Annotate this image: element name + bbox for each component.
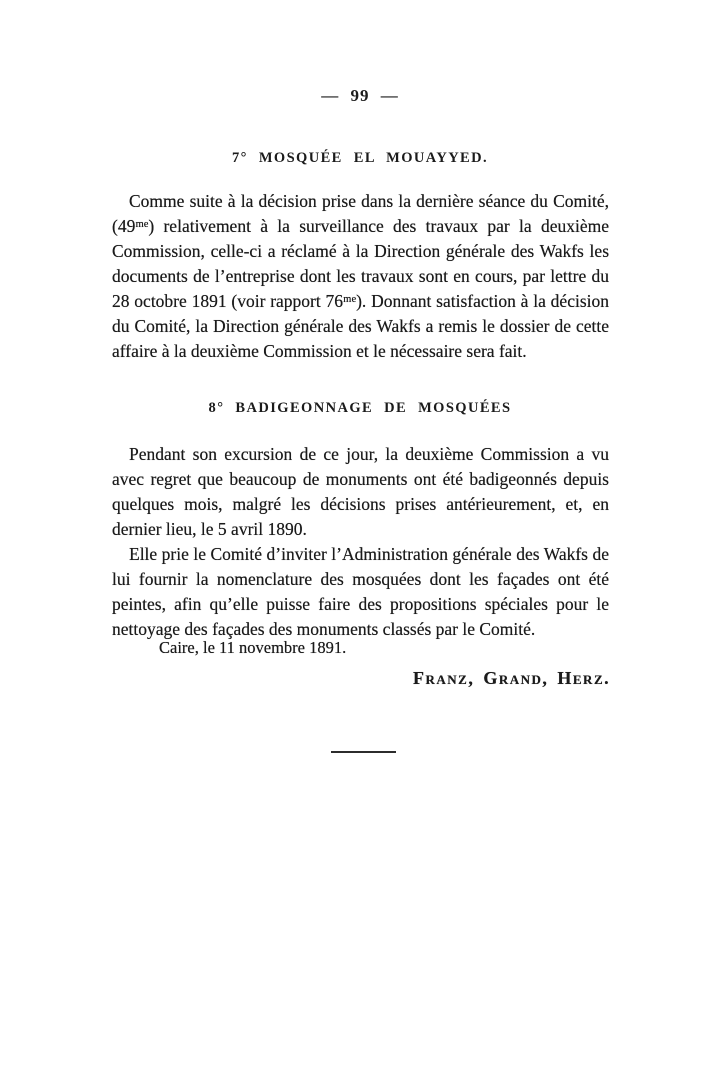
paragraph: Comme suite à la décision prise dans la dernière séance du Comité, (49ᵐᵉ) relativement à la surveillance des travaux par la deuxième Commission, celle-ci a réclamé à la Direction générale des Wakfs les documents de l’entreprise dont les travaux sont en cours, par lettre du 28 octobre 1891 (voir rapport 76ᵐᵉ). Donnant satisfaction à la décision du Comité, la Direction générale des Wakfs a remis le dossier de cette affaire à la deuxième Commission et le nécessaire sera fait. (112, 191, 609, 361)
section-8-body (112, 442, 609, 642)
section-8-heading: 8° BADIGEONNAGE DE MOSQUÉES (208, 400, 512, 416)
dateline: Caire, le 11 novembre 1891. (159, 638, 347, 657)
paragraph: Elle prie le Comité d’inviter l’Administration générale des Wakfs de lui fournir la nomenclature des mosquées dont les façades ont été peintes, afin qu’elle puisse faire des propositions spéciales pour le nettoyage des façades des monuments classés par le Comité. (112, 544, 609, 639)
signature-names: Franz, Grand, Herz. (413, 668, 611, 688)
section-7-heading: 7° MOSQUÉE EL MOUAYYED. (231, 150, 489, 166)
paragraph: Pendant son excursion de ce jour, la deuxième Commission a vu avec regret que beaucoup de monuments ont été badigeonnés depuis quelques mois, malgré les décisions prises antérieurement, et, en dernier lieu, le 5 avril 1890. (112, 444, 609, 539)
page-number: — 99 — (321, 86, 399, 105)
section-7-body (112, 189, 609, 364)
section-end-rule (331, 751, 396, 753)
